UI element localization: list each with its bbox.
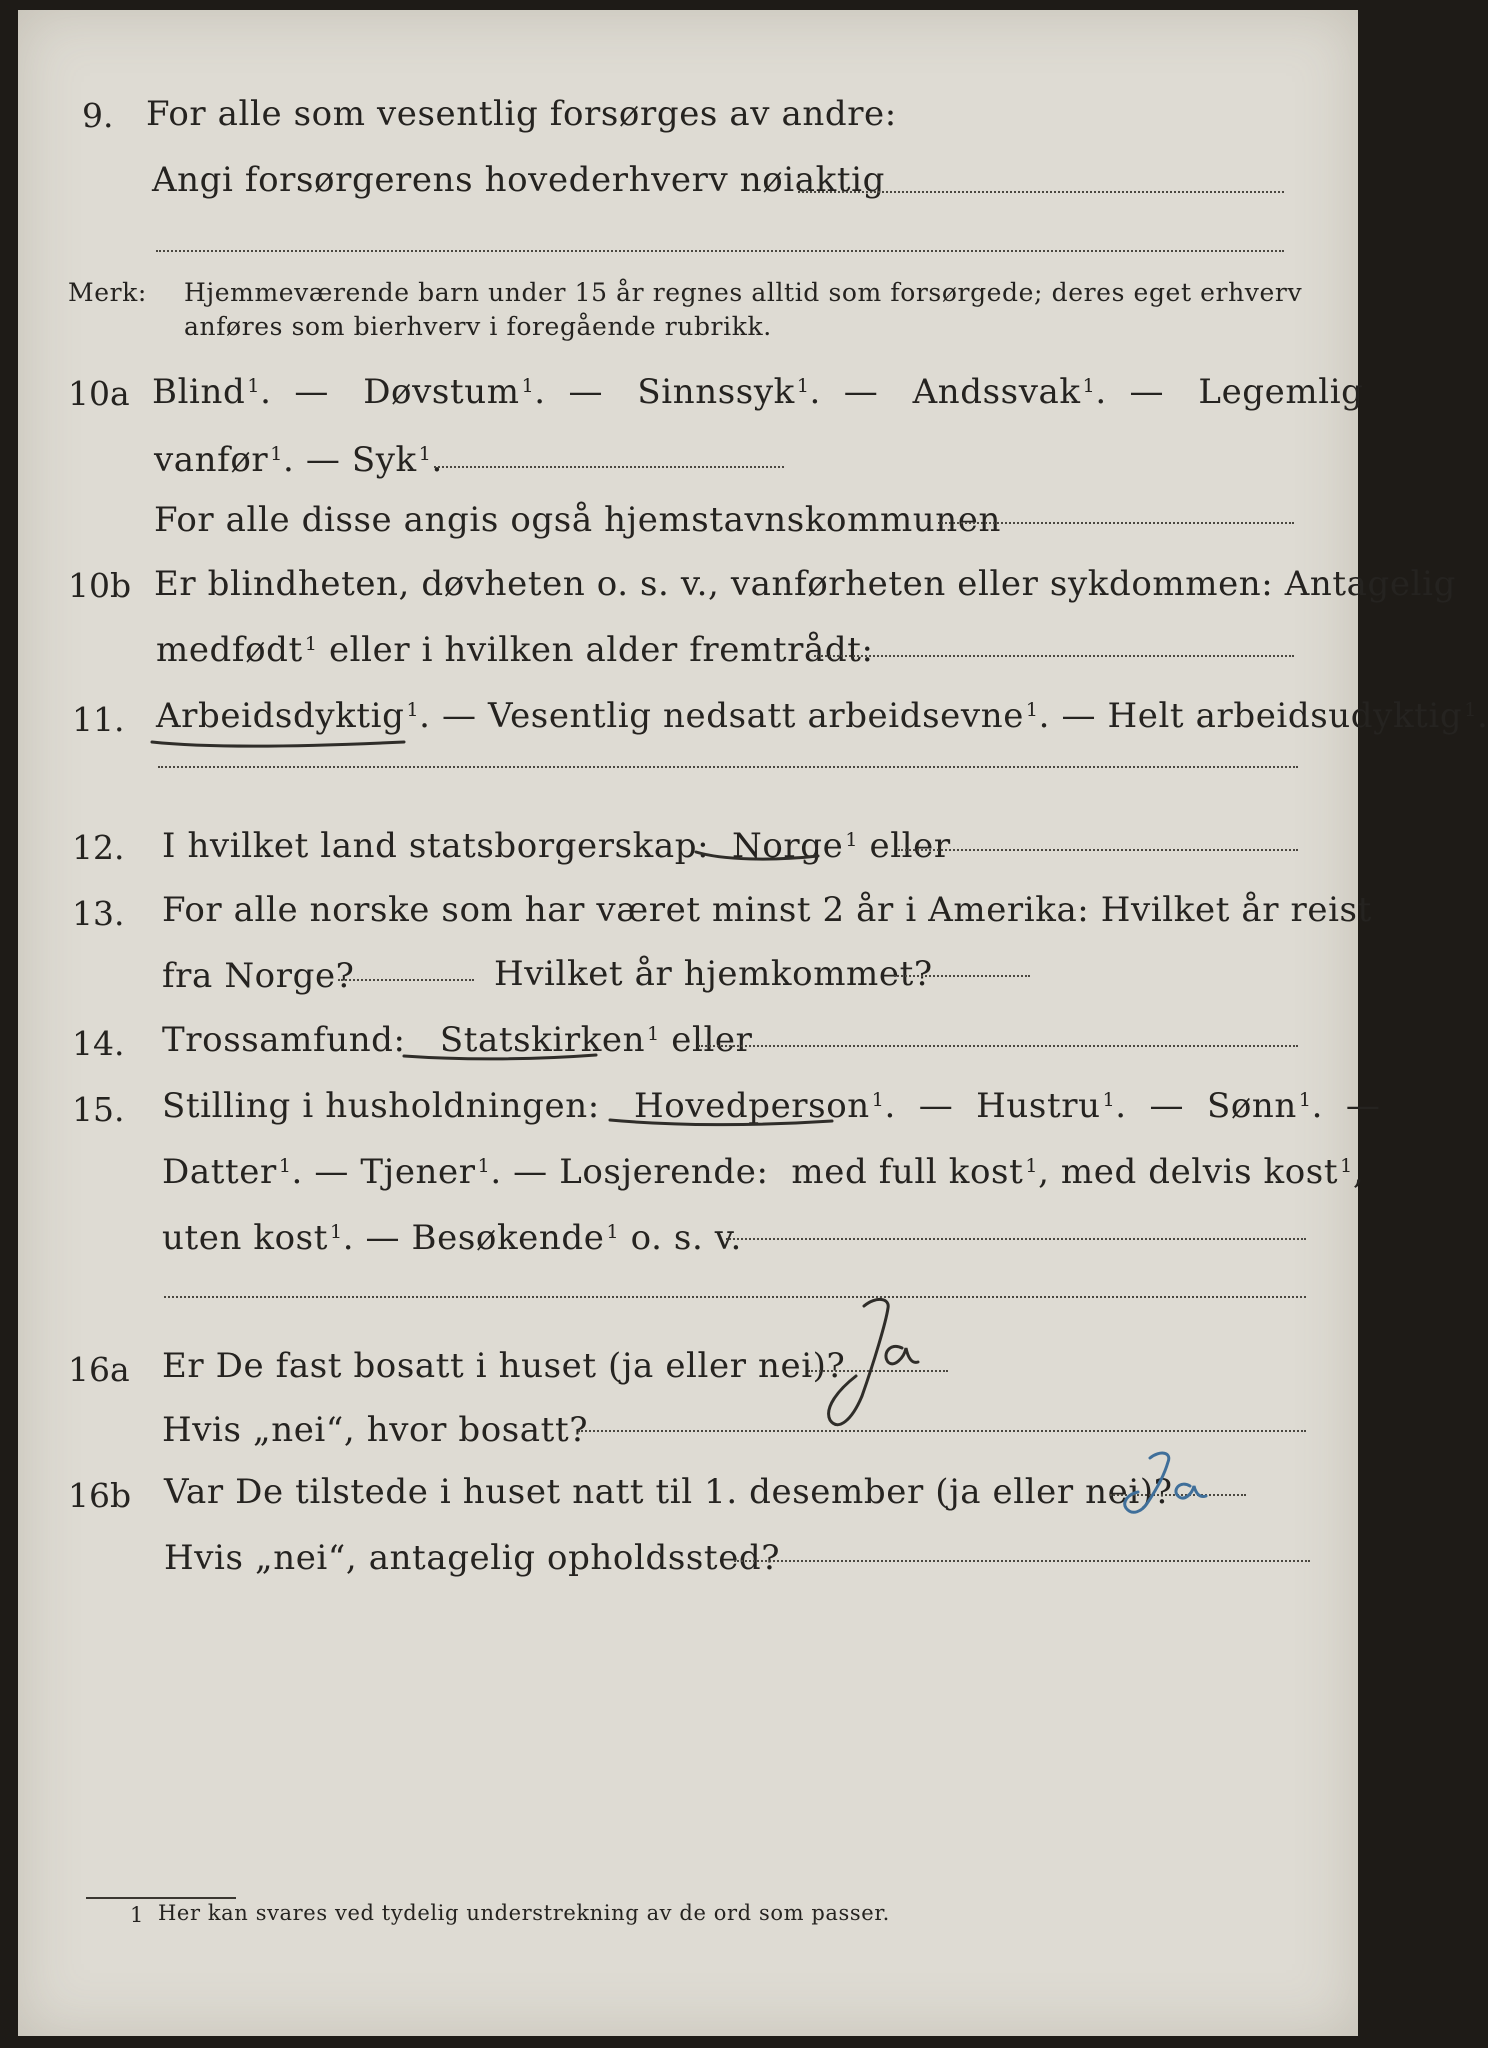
q15-line2: Datter $^1$. — Tjener $^1$. — Losjerende: med full kost $^1$, med delvis kost $^1$,	[162, 1152, 1365, 1192]
q13-line1: For alle norske som har været minst 2 år i Amerika: Hvilket år reist	[162, 890, 1372, 930]
option-besokende[interactable]: Besøkende	[411, 1218, 605, 1258]
q16b-answer-line[interactable]	[1110, 1494, 1246, 1496]
footnote-rule	[86, 1897, 236, 1899]
option-sonn[interactable]: Sønn	[1206, 1086, 1297, 1126]
q9-answer-line-2[interactable]	[156, 250, 1284, 252]
option-statskirken[interactable]: Statskirken	[439, 1020, 646, 1060]
q10a-line2: vanfør $^1$. — Syk $^1$.	[154, 440, 443, 480]
option-arbeidsdyktig[interactable]: Arbeidsdyktig	[156, 696, 405, 736]
option-vanfor[interactable]: vanfør	[154, 440, 269, 480]
q16a-bosatt-line[interactable]	[578, 1430, 1306, 1432]
option-andssvak[interactable]: Andssvak	[912, 372, 1081, 412]
footnote-text: Her kan svares ved tydelig understrekning av de ord som passer.	[158, 1901, 890, 1925]
q16b-line2: Hvis „nei“, antagelig opholdssted?	[164, 1538, 781, 1578]
option-full-kost[interactable]: med full kost	[791, 1152, 1024, 1192]
q15-answer-line[interactable]	[726, 1238, 1306, 1240]
q16b-number: 16b	[68, 1476, 132, 1515]
q9-answer-line[interactable]	[798, 191, 1284, 193]
q10a-number: 10a	[68, 374, 130, 413]
merk-line2: anføres som bierhverv i foregående rubrikk.	[184, 312, 772, 341]
q9-line2: Angi forsørgerens hovederhverv nøiaktig	[152, 160, 885, 200]
q15-number: 15.	[72, 1090, 125, 1129]
census-form-page	[18, 10, 1488, 2036]
q16a-line2: Hvis „nei“, hvor bosatt?	[162, 1410, 589, 1450]
q10a-answer-line[interactable]	[434, 466, 784, 468]
q11-number: 11.	[72, 700, 125, 739]
option-hustru[interactable]: Hustru	[976, 1086, 1101, 1126]
q14-line: Trossamfund: Statskirken $^1$ eller	[162, 1020, 753, 1060]
merk-label: Merk:	[68, 278, 147, 307]
q9-number: 9.	[82, 96, 114, 135]
svg-text:Ja: Ja	[802, 1292, 803, 1293]
footnote-marker: 1	[130, 1903, 144, 1927]
q16a-answer-line[interactable]	[808, 1370, 948, 1372]
q12-number: 12.	[72, 828, 125, 867]
option-tjener[interactable]: Tjener	[360, 1152, 476, 1192]
q10b-number: 10b	[68, 566, 132, 605]
q11-answer-line[interactable]	[158, 766, 1298, 768]
q15-line3: uten kost $^1$. — Besøkende $^1$ o. s. v.	[162, 1218, 742, 1258]
q13-line2b: Hvilket år hjemkommet?	[494, 954, 933, 994]
option-delvis-kost[interactable]: med delvis kost	[1060, 1152, 1339, 1192]
option-datter[interactable]: Datter	[162, 1152, 277, 1192]
q9-line1: For alle som vesentlig forsørges av andre:	[146, 94, 897, 134]
q15-answer-line-2[interactable]	[164, 1296, 1306, 1298]
q10a-hjemstavn-line[interactable]	[938, 522, 1294, 524]
q16b-line1: Var De tilstede i huset natt til 1. desember (ja eller nei)?	[164, 1472, 1173, 1512]
option-sinnssyk[interactable]: Sinnssyk	[637, 372, 795, 412]
q10a-line1: Blind $^1$. — Døvstum $^1$. — Sinnssyk $^1$. — Andssvak $^1$. — Legemlig	[152, 372, 1364, 412]
option-hovedperson[interactable]: Hovedperson	[634, 1086, 870, 1126]
option-medfodt[interactable]: medfødt	[156, 630, 303, 670]
q13-reist-line[interactable]	[338, 979, 474, 981]
q10a-line3: For alle disse angis også hjemstavnskommunen	[154, 500, 1001, 540]
option-blind[interactable]: Blind	[152, 372, 246, 412]
q13-line2a: fra Norge?	[162, 956, 355, 996]
q10b-line1: Er blindheten, døvheten o. s. v., vanførheten eller sykdommen: Antagelig	[154, 564, 1456, 604]
q14-answer-line[interactable]	[698, 1045, 1298, 1047]
option-dovstum[interactable]: Døvstum	[363, 372, 520, 412]
q12-answer-line[interactable]	[898, 849, 1298, 851]
option-syk[interactable]: Syk	[351, 440, 417, 480]
option-norge[interactable]: Norge	[732, 826, 844, 866]
q12-line: I hvilket land statsborgerskap: Norge $^1$ eller	[162, 826, 951, 866]
q10b-line2: medfødt $^1$ eller i hvilken alder fremtrådt:	[156, 630, 874, 670]
option-uten-kost[interactable]: uten kost	[162, 1218, 328, 1258]
option-nedsatt[interactable]: Vesentlig nedsatt arbeidsevne	[488, 696, 1024, 736]
q11-line: Arbeidsdyktig $^1$. — Vesentlig nedsatt arbeidsevne $^1$. — Helt arbeidsudyktig $^1$.	[156, 696, 1488, 736]
option-legemlig[interactable]: Legemlig	[1198, 372, 1364, 412]
q10b-answer-line[interactable]	[814, 655, 1294, 657]
merk-line1: Hjemmeværende barn under 15 år regnes alltid som forsørgede; deres eget erhverv	[184, 278, 1303, 307]
q16a-line1: Er De fast bosatt i huset (ja eller nei)?	[162, 1346, 846, 1386]
option-udyktig[interactable]: Helt arbeidsudyktig	[1107, 696, 1463, 736]
svg-text:Ja: Ja	[1098, 1446, 1099, 1447]
q14-number: 14.	[72, 1024, 125, 1063]
q13-hjemkommet-line[interactable]	[894, 975, 1030, 977]
q15-line1: Stilling i husholdningen: Hovedperson $^1$. — Hustru $^1$. — Sønn $^1$. —	[162, 1086, 1381, 1126]
q16b-opholdssted-line[interactable]	[734, 1560, 1310, 1562]
q16a-number: 16a	[68, 1350, 130, 1389]
q13-number: 13.	[72, 894, 125, 933]
